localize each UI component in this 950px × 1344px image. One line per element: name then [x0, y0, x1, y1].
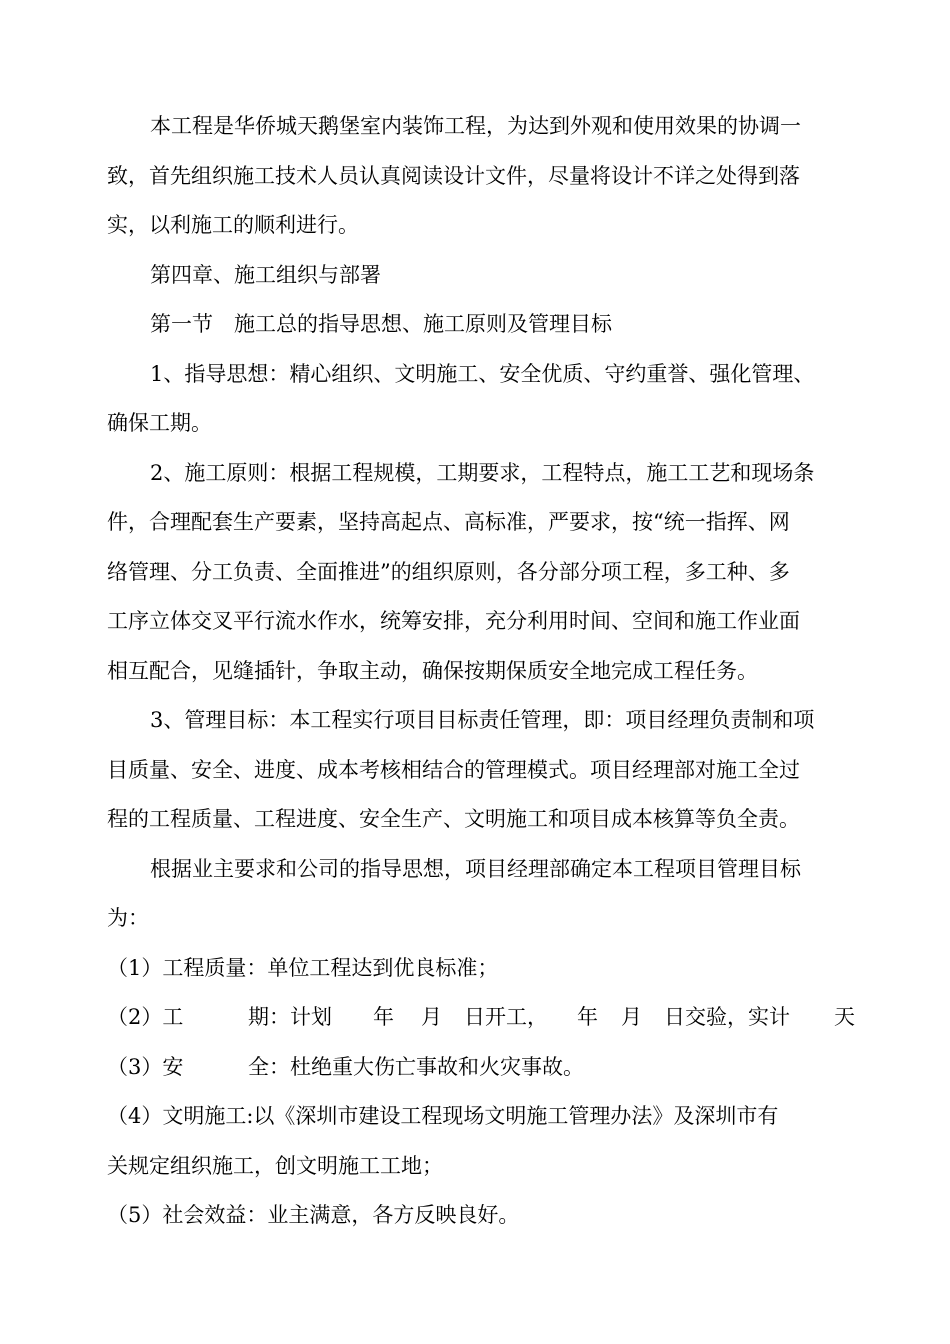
- safety-label: （3）安: [107, 1055, 184, 1079]
- principle-line-1: 2、施工原则：根据工程规模，工期要求，工程特点，施工工艺和现场条: [150, 461, 815, 485]
- management-goal-line-2: 目质量、安全、进度、成本考核相结合的管理模式。项目经理部对施工全过: [107, 758, 800, 782]
- principle-line-3: 络管理、分工负责、全面推进”的组织原则，各分部分项工程，多工种、多: [107, 560, 790, 584]
- schedule-start-day: 日开工，: [464, 1005, 548, 1029]
- schedule-end-day: 日交验，实计: [664, 1005, 790, 1029]
- principle-line-5: 相互配合，见缝插针，争取主动，确保按期保质安全地完成工程任务。: [107, 659, 758, 683]
- paragraph-1-line-1: 本工程是华侨城天鹅堡室内装饰工程，为达到外观和使用效果的协调一: [150, 114, 801, 138]
- schedule-end-year: 年: [577, 1005, 598, 1029]
- principle-line-4: 工序立体交叉平行流水作水，统筹安排，充分利用时间、空间和施工作业面: [107, 609, 800, 633]
- guiding-thought-line-1: 1、指导思想：精心组织、文明施工、安全优质、守约重誉、强化管理、: [150, 362, 815, 386]
- guiding-thought-line-2: 确保工期。: [107, 411, 212, 435]
- schedule-plan-label: 期：计划: [248, 1005, 332, 1029]
- goal-item-social: （5）社会效益：业主满意，各方反映良好。: [107, 1203, 520, 1227]
- safety-text: 全：杜绝重大伤亡事故和火灾事故。: [248, 1055, 584, 1079]
- principle-line-2: 件，合理配套生产要素，坚持高起点、高标准，严要求，按“统一指挥、网: [107, 510, 790, 534]
- goal-item-civilized-line-2: 关规定组织施工，创文明施工工地；: [107, 1154, 443, 1178]
- schedule-end-month: 月: [621, 1005, 642, 1029]
- goal-intro-line-2: 为：: [107, 906, 149, 930]
- schedule-days: 天: [834, 1005, 855, 1029]
- management-goal-line-3: 程的工程质量、工程进度、安全生产、文明施工和项目成本核算等负全责。: [107, 807, 800, 831]
- schedule-start-year: 年: [373, 1005, 394, 1029]
- schedule-start-month: 月: [421, 1005, 442, 1029]
- section-heading: 第一节 施工总的指导思想、施工原则及管理目标: [150, 312, 612, 336]
- chapter-heading: 第四章、施工组织与部署: [150, 263, 381, 287]
- paragraph-1-line-3: 实，以利施工的顺利进行。: [107, 213, 359, 237]
- goal-intro-line-1: 根据业主要求和公司的指导思想，项目经理部确定本工程项目管理目标: [150, 857, 801, 881]
- paragraph-1-line-2: 致，首先组织施工技术人员认真阅读设计文件，尽量将设计不详之处得到落: [107, 164, 800, 188]
- goal-item-civilized-line-1: （4）文明施工:以《深圳市建设工程现场文明施工管理办法》及深圳市有: [107, 1104, 779, 1128]
- management-goal-line-1: 3、管理目标：本工程实行项目目标责任管理，即：项目经理负责制和项: [150, 708, 815, 732]
- schedule-label: （2）工: [107, 1005, 184, 1029]
- goal-item-quality: （1）工程质量：单位工程达到优良标准；: [107, 956, 499, 980]
